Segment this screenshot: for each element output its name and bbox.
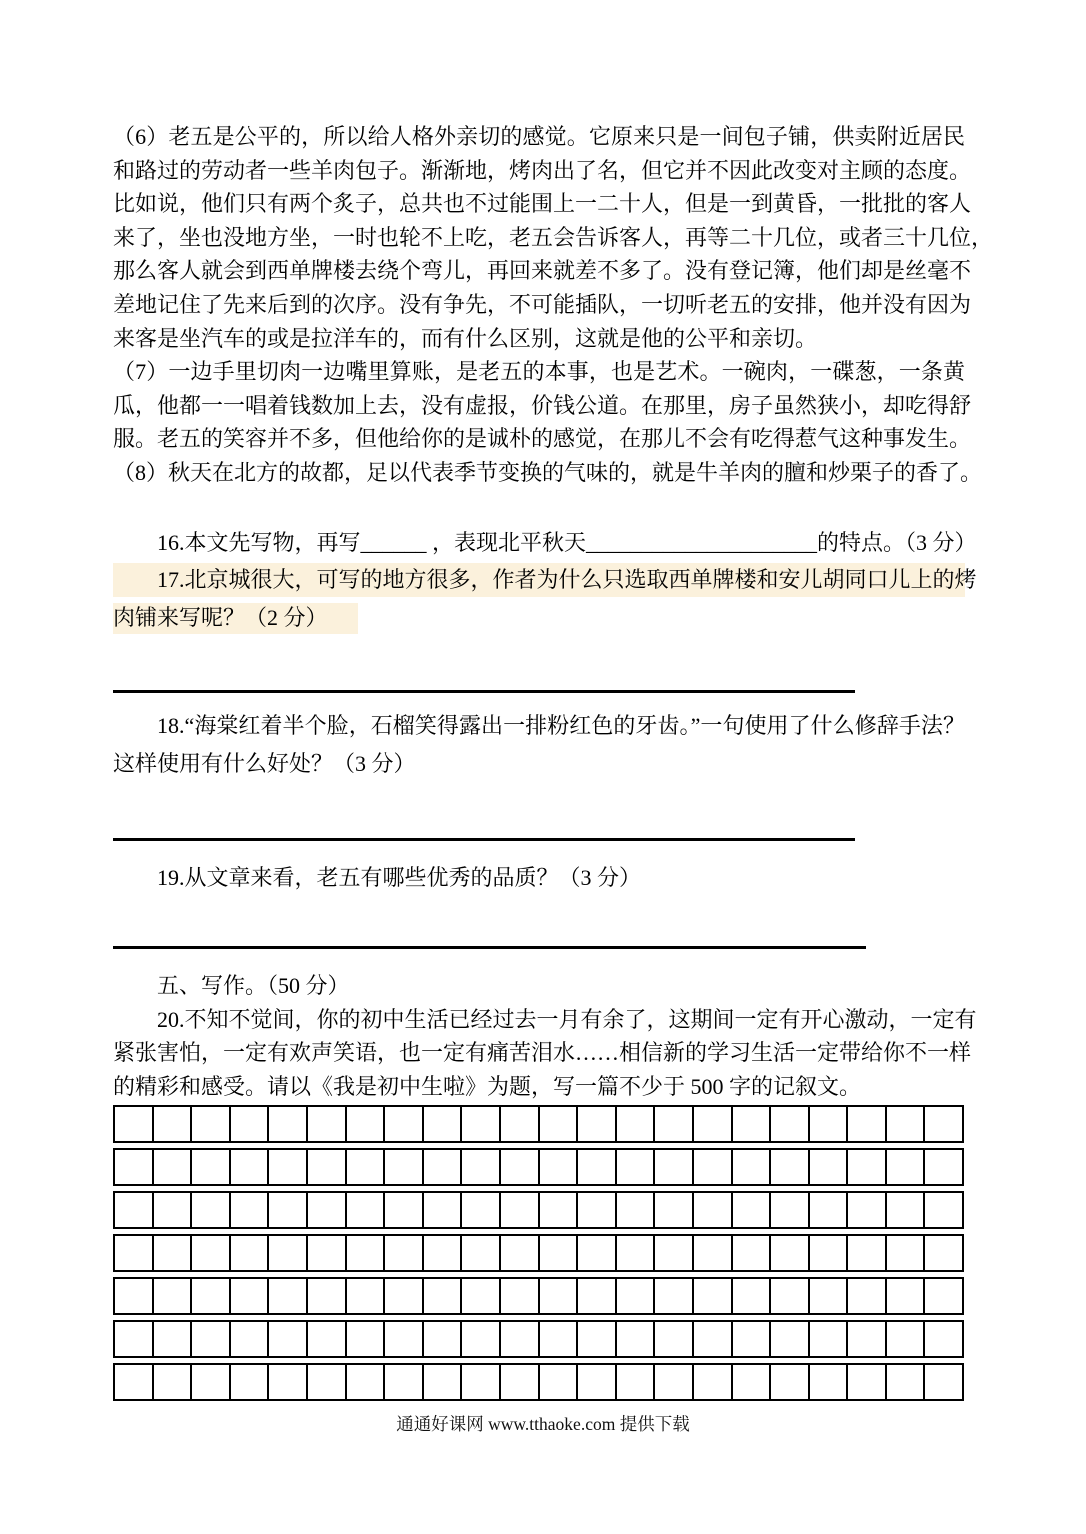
writing-grid-cell — [540, 1150, 579, 1184]
writing-grid-cell — [578, 1365, 617, 1399]
writing-grid-cell — [771, 1150, 810, 1184]
writing-grid-cell — [231, 1279, 270, 1313]
writing-grid-cell — [887, 1279, 926, 1313]
writing-grid-cell — [540, 1193, 579, 1227]
writing-grid-cell — [925, 1193, 962, 1227]
writing-grid-cell — [655, 1193, 694, 1227]
writing-grid-cell — [269, 1150, 308, 1184]
writing-grid-cell — [925, 1365, 962, 1399]
writing-grid-cell — [655, 1322, 694, 1356]
writing-grid-cell — [115, 1236, 154, 1270]
writing-grid-cell — [771, 1365, 810, 1399]
writing-grid-cell — [887, 1193, 926, 1227]
spacer-after-answer-3 — [113, 949, 965, 969]
question-18-line1: 18.“海棠红着半个脸，石榴笑得露出一排粉红色的牙齿。”一句使用了什么修辞手法？ — [157, 713, 965, 739]
writing-grid-cell — [424, 1107, 463, 1141]
writing-grid-cell — [848, 1322, 887, 1356]
writing-grid-cell — [733, 1150, 772, 1184]
writing-grid-cell — [810, 1150, 849, 1184]
writing-grid-cell — [269, 1365, 308, 1399]
writing-grid-cell — [269, 1107, 308, 1141]
passage-p7-line1: （7）一边手里切肉一边嘴里算账，是老五的本事，也是艺术。一碗肉，一碟葱，一条黄 — [113, 359, 965, 385]
writing-grid-cell — [617, 1236, 656, 1270]
spacer-after-answer-1 — [113, 693, 965, 709]
writing-grid-cell — [192, 1322, 231, 1356]
writing-grid-cell — [810, 1236, 849, 1270]
question-20-line1: 20.不知不觉间，你的初中生活已经过去一月有余了，这期间一定有开心激动，一定有 — [157, 1006, 977, 1032]
writing-grid-cell — [694, 1107, 733, 1141]
writing-grid-cell — [578, 1107, 617, 1141]
writing-grid-cell — [385, 1322, 424, 1356]
writing-grid-cell — [617, 1107, 656, 1141]
writing-grid-cell — [154, 1365, 193, 1399]
passage-p7-line3: 服。老五的笑容并不多，但他给你的是诚朴的感觉，在那儿不会有吃得惹气这种事发生。 — [113, 426, 972, 452]
writing-grid-cell — [462, 1365, 501, 1399]
writing-grid-cell — [733, 1236, 772, 1270]
writing-grid-cell — [848, 1279, 887, 1313]
writing-grid-cell — [694, 1193, 733, 1227]
writing-grid-cell — [424, 1322, 463, 1356]
writing-grid-cell — [848, 1193, 887, 1227]
writing-grid-cell — [424, 1279, 463, 1313]
writing-grid-cell — [925, 1322, 962, 1356]
writing-grid-cell — [385, 1193, 424, 1227]
writing-grid-cell — [617, 1193, 656, 1227]
writing-grid-cell — [733, 1107, 772, 1141]
passage-p6-line7: 来客是坐汽车的或是拉洋车的，而有什么区别，这就是他的公平和亲切。 — [113, 325, 818, 351]
writing-grid-cell — [578, 1193, 617, 1227]
footer-text: 通通好课网 www.tthaoke.com 提供下载 — [396, 1414, 690, 1434]
writing-grid-cell — [540, 1279, 579, 1313]
writing-grid-cell — [501, 1279, 540, 1313]
writing-grid-cell — [115, 1365, 154, 1399]
writing-grid-cell — [501, 1107, 540, 1141]
writing-grid-cell — [694, 1150, 733, 1184]
writing-grid-cell — [887, 1365, 926, 1399]
writing-grid-cell — [540, 1107, 579, 1141]
writing-grid-cell — [385, 1236, 424, 1270]
passage-p7-line2: 瓜，他都一一唱着钱数加上去，没有虚报，价钱公道。在那里，房子虽然狭小，却吃得舒 — [113, 392, 972, 418]
writing-grid-cell — [154, 1279, 193, 1313]
writing-grid-cell — [578, 1322, 617, 1356]
passage-p6-line2: 和路过的劳动者一些羊肉包子。渐渐地，烤肉出了名，但它并不因此改变对主顾的态度。 — [113, 157, 972, 183]
spacer-before-q16 — [113, 490, 965, 526]
writing-grid-cell — [308, 1279, 347, 1313]
writing-grid-cell — [154, 1193, 193, 1227]
writing-grid-cell — [347, 1107, 386, 1141]
writing-grid-cell — [462, 1193, 501, 1227]
writing-grid-cell — [694, 1365, 733, 1399]
writing-grid-cell — [308, 1322, 347, 1356]
writing-grid-cell — [154, 1107, 193, 1141]
writing-grid-cell — [810, 1279, 849, 1313]
writing-grid-cell — [887, 1236, 926, 1270]
writing-grid-cell — [617, 1150, 656, 1184]
highlighted-text: 肉铺来写呢？（2 分） — [113, 603, 358, 634]
writing-grid-cell — [308, 1365, 347, 1399]
writing-grid-cell — [347, 1193, 386, 1227]
writing-grid-cell — [269, 1236, 308, 1270]
writing-grid-cell — [231, 1322, 270, 1356]
writing-grid-cell — [771, 1236, 810, 1270]
writing-grid-cell — [424, 1193, 463, 1227]
writing-grid-cell — [501, 1236, 540, 1270]
writing-grid-cell — [192, 1236, 231, 1270]
question-17-line1: 17.北京城很大，可写的地方很多，作者为什么只选取西单牌楼和安儿胡同口儿上的烤 — [113, 563, 965, 597]
writing-grid-cell — [192, 1279, 231, 1313]
writing-grid-cell — [733, 1365, 772, 1399]
writing-grid-cell — [269, 1322, 308, 1356]
writing-grid-cell — [347, 1279, 386, 1313]
writing-grid-cell — [231, 1193, 270, 1227]
writing-grid-cell — [154, 1322, 193, 1356]
writing-grid-row — [113, 1363, 964, 1401]
question-16: 16.本文先写物，再写______ ，表现北平秋天_____________________的特点。（3 分） — [157, 529, 977, 555]
writing-grid-cell — [501, 1322, 540, 1356]
writing-grid-cell — [540, 1322, 579, 1356]
writing-grid-cell — [154, 1150, 193, 1184]
passage-p6-line1: （6）老五是公平的，所以给人格外亲切的感觉。它原来只是一间包子铺，供卖附近居民 — [113, 124, 965, 149]
writing-grid-cell — [115, 1193, 154, 1227]
writing-grid-cell — [308, 1193, 347, 1227]
writing-grid-cell — [578, 1279, 617, 1313]
passage-p6-line3: 比如说，他们只有两个炙子，总共也不过能围上一二十人，但是一到黄昏，一批批的客人 — [113, 191, 972, 217]
writing-grid-cell — [269, 1279, 308, 1313]
writing-grid-cell — [694, 1236, 733, 1270]
writing-grid-cell — [308, 1150, 347, 1184]
writing-grid-cell — [810, 1322, 849, 1356]
writing-grid-cell — [771, 1107, 810, 1141]
writing-grid-cell — [578, 1150, 617, 1184]
spacer-before-answer-2 — [113, 781, 965, 838]
writing-grid-cell — [848, 1107, 887, 1141]
writing-grid-cell — [231, 1236, 270, 1270]
writing-grid-cell — [231, 1150, 270, 1184]
writing-grid-cell — [501, 1193, 540, 1227]
writing-grid-cell — [385, 1107, 424, 1141]
writing-grid-cell — [231, 1365, 270, 1399]
writing-grid-cell — [848, 1150, 887, 1184]
writing-grid-cell — [655, 1279, 694, 1313]
writing-grid-cell — [462, 1236, 501, 1270]
writing-grid-row — [113, 1191, 964, 1229]
writing-grid-cell — [231, 1107, 270, 1141]
passage-p6-line5: 那么客人就会到西单牌楼去绕个弯儿，再回来就差不多了。没有登记簿，他们却是丝毫不 — [113, 258, 972, 284]
writing-grid-cell — [733, 1322, 772, 1356]
writing-grid-cell — [308, 1236, 347, 1270]
question-19: 19.从文章来看，老五有哪些优秀的品质？（3 分） — [157, 864, 642, 890]
writing-grid-cell — [115, 1322, 154, 1356]
writing-grid-cell — [540, 1236, 579, 1270]
writing-grid-cell — [115, 1150, 154, 1184]
writing-grid-cell — [347, 1322, 386, 1356]
writing-grid-cell — [655, 1107, 694, 1141]
writing-grid-cell — [655, 1365, 694, 1399]
writing-grid-cell — [385, 1150, 424, 1184]
writing-grid-cell — [347, 1365, 386, 1399]
writing-grid-cell — [462, 1279, 501, 1313]
writing-grid-cell — [694, 1322, 733, 1356]
spacer-before-answer-3 — [113, 894, 965, 946]
writing-grid-cell — [192, 1193, 231, 1227]
writing-grid-cell — [771, 1193, 810, 1227]
writing-grid-cell — [617, 1365, 656, 1399]
writing-grid-cell — [501, 1365, 540, 1399]
writing-grid-cell — [462, 1107, 501, 1141]
writing-grid-row — [113, 1148, 964, 1186]
writing-grid — [113, 1105, 964, 1401]
question-20-line3: 的精彩和感受。请以《我是初中生啦》为题，写一篇不少于 500 字的记叙文。 — [113, 1073, 862, 1099]
writing-grid-cell — [925, 1107, 962, 1141]
writing-grid-cell — [192, 1365, 231, 1399]
writing-grid-cell — [810, 1365, 849, 1399]
spacer-after-answer-2 — [113, 841, 965, 861]
question-20-line2: 紧张害怕，一定有欢声笑语，也一定有痛苦泪水……相信新的学习生活一定带给你不一样 — [113, 1040, 972, 1066]
writing-grid-cell — [887, 1107, 926, 1141]
writing-grid-cell — [115, 1107, 154, 1141]
writing-grid-cell — [810, 1107, 849, 1141]
writing-grid-cell — [771, 1322, 810, 1356]
writing-grid-cell — [424, 1236, 463, 1270]
section-heading-writing: 五、写作。（50 分） — [157, 973, 350, 999]
writing-grid-cell — [385, 1279, 424, 1313]
passage-p6-line6: 差地记住了先来后到的次序。没有争先，不可能插队，一切听老五的安排，他并没有因为 — [113, 291, 972, 317]
writing-grid-cell — [115, 1279, 154, 1313]
writing-grid-cell — [694, 1279, 733, 1313]
writing-grid-row — [113, 1277, 964, 1315]
writing-grid-cell — [424, 1150, 463, 1184]
writing-grid-row — [113, 1234, 964, 1272]
writing-grid-row — [113, 1320, 964, 1358]
writing-grid-cell — [462, 1322, 501, 1356]
writing-grid-cell — [462, 1150, 501, 1184]
spacer-before-answer-1 — [113, 634, 965, 690]
writing-grid-cell — [192, 1150, 231, 1184]
writing-grid-cell — [269, 1193, 308, 1227]
writing-grid-cell — [617, 1322, 656, 1356]
writing-grid-cell — [848, 1365, 887, 1399]
writing-grid-cell — [347, 1236, 386, 1270]
writing-grid-cell — [733, 1193, 772, 1227]
question-17-line2 — [113, 601, 965, 635]
writing-grid-cell — [501, 1150, 540, 1184]
writing-grid-cell — [887, 1322, 926, 1356]
writing-grid-cell — [347, 1150, 386, 1184]
writing-grid-cell — [655, 1150, 694, 1184]
writing-grid-cell — [771, 1279, 810, 1313]
writing-grid-cell — [385, 1365, 424, 1399]
writing-grid-cell — [925, 1279, 962, 1313]
writing-grid-cell — [925, 1236, 962, 1270]
writing-grid-cell — [655, 1236, 694, 1270]
question-18-line2: 这样使用有什么好处？（3 分） — [113, 750, 416, 776]
writing-grid-cell — [154, 1236, 193, 1270]
writing-grid-cell — [424, 1365, 463, 1399]
writing-grid-row — [113, 1105, 964, 1143]
writing-grid-cell — [540, 1365, 579, 1399]
passage-p8-line1: （8）秋天在北方的故都，足以代表季节变换的气味的，就是牛羊肉的膻和炒栗子的香了。 — [113, 459, 983, 485]
writing-grid-cell — [192, 1107, 231, 1141]
document-body — [113, 120, 994, 1401]
passage-p6-line4: 来了，坐也没地方坐，一时也轮不上吃，老五会告诉客人，再等二十几位，或者三十几位， — [113, 224, 994, 250]
writing-grid-cell — [810, 1193, 849, 1227]
writing-grid-cell — [308, 1107, 347, 1141]
writing-grid-cell — [617, 1279, 656, 1313]
writing-grid-cell — [578, 1236, 617, 1270]
writing-grid-cell — [925, 1150, 962, 1184]
writing-grid-cell — [733, 1279, 772, 1313]
writing-grid-cell — [887, 1150, 926, 1184]
writing-grid-cell — [848, 1236, 887, 1270]
